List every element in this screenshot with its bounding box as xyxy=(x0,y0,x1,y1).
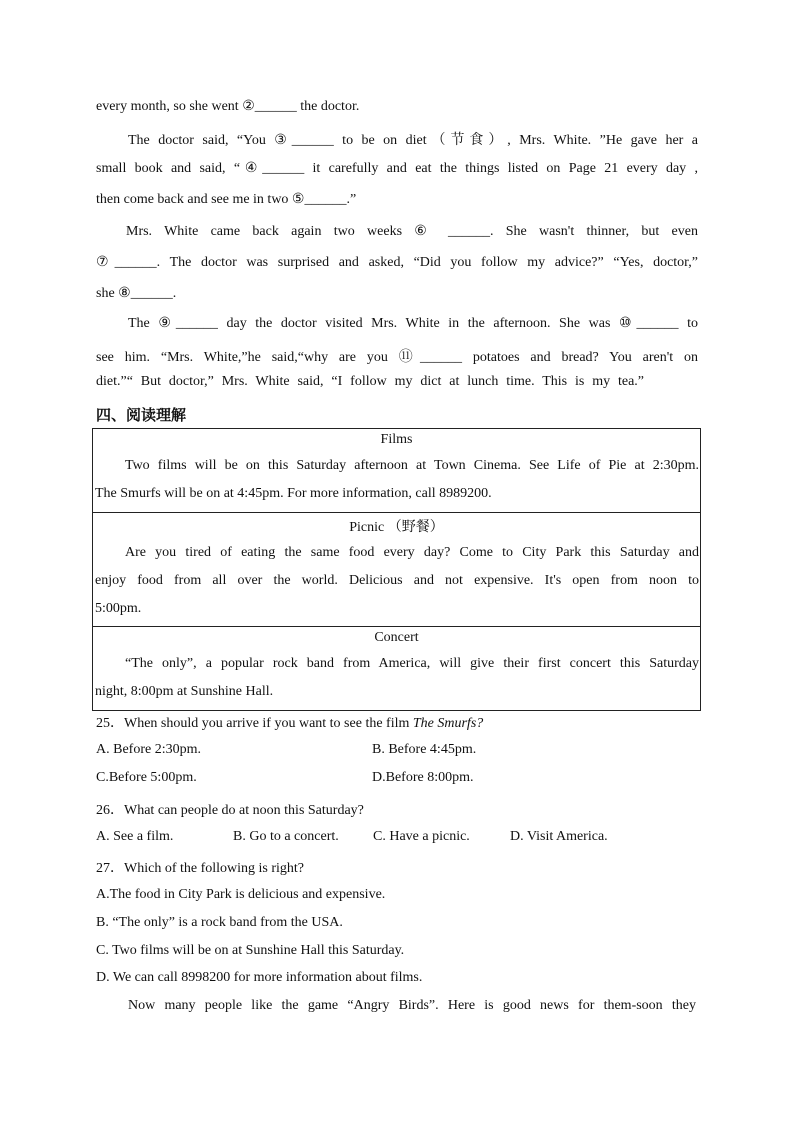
question-25-film-title: The Smurfs? xyxy=(412,716,484,731)
picnic-title: Picnic （野餐） xyxy=(349,520,444,535)
picnic-line-3: 5:00pm. xyxy=(95,601,142,616)
concert-box xyxy=(92,626,701,711)
cloze-line-4: then come back and see me in two ⑤______.” xyxy=(96,192,357,207)
cloze-line-5: Mrs. White came back again two weeks ⑥ ______. She wasn't thinner, but even xyxy=(126,224,698,239)
question-25-stem xyxy=(96,712,483,732)
concert-title: Concert xyxy=(374,630,419,645)
cloze-line-10: diet.”“ But doctor,” Mrs. White said, “I follow my dict at lunch time. This is my tea.” xyxy=(96,374,644,389)
q26-option-b: B. Go to a concert. xyxy=(233,829,339,844)
section-heading: 四、阅读理解 xyxy=(96,406,187,424)
q27-option-a: A.The food in City Park is delicious and expensive. xyxy=(96,887,386,902)
picnic-line-1: Are you tired of eating the same food every day? Come to City Park this Saturday and xyxy=(125,545,699,560)
next-passage-line-1: Now many people like the game “Angry Birds”. Here is good news for them-soon they xyxy=(128,998,696,1013)
cloze-line-7: she ⑧______. xyxy=(96,286,177,301)
picnic-box xyxy=(92,512,701,627)
question-27-stem: 27．Which of the following is right? xyxy=(96,861,305,876)
q26-option-d: D. Visit America. xyxy=(510,829,608,844)
films-title: Films xyxy=(380,432,413,447)
cloze-line-8: The ⑨______ day the doctor visited Mrs. White in the afternoon. She was ⑩______ to xyxy=(128,316,698,331)
q25-option-a: A. Before 2:30pm. xyxy=(96,742,201,757)
q25-option-c: C.Before 5:00pm. xyxy=(96,770,197,785)
concert-line-2: night, 8:00pm at Sunshine Hall. xyxy=(95,684,274,699)
cloze-line-9: see him. “Mrs. White,”he said,“why are you ⑪______ potatoes and bread? You aren't on xyxy=(96,350,698,365)
concert-line-1: “The only”, a popular rock band from America, will give their first concert this Saturday xyxy=(125,656,699,671)
q27-option-d: D. We can call 8998200 for more information about films. xyxy=(96,970,423,985)
cloze-line-2: The doctor said, “You ③______ to be on diet（节食）, Mrs. White. ”He gave her a xyxy=(128,133,698,148)
question-25-text: 25．When should you arrive if you want to see the film xyxy=(96,716,410,731)
films-box xyxy=(92,428,701,513)
cloze-line-1: every month, so she went ②______ the doctor. xyxy=(96,99,360,114)
q27-option-b: B. “The only” is a rock band from the USA. xyxy=(96,915,343,930)
q26-option-c: C. Have a picnic. xyxy=(373,829,470,844)
films-line-2: The Smurfs will be on at 4:45pm. For more information, call 8989200. xyxy=(95,486,492,501)
q25-option-d: D.Before 8:00pm. xyxy=(372,770,474,785)
films-line-1: Two films will be on this Saturday afternoon at Town Cinema. See Life of Pie at 2:30pm. xyxy=(125,458,699,473)
picnic-line-2: enjoy food from all over the world. Delicious and not expensive. It's open from noon to xyxy=(95,573,699,588)
cloze-line-3: small book and said, “④______ it carefully and eat the things listed on Page 21 every day , xyxy=(96,161,698,176)
q25-option-b: B. Before 4:45pm. xyxy=(372,742,477,757)
q27-option-c: C. Two films will be on at Sunshine Hall this Saturday. xyxy=(96,943,405,958)
question-26-stem: 26．What can people do at noon this Saturday? xyxy=(96,803,364,818)
cloze-line-6: ⑦______. The doctor was surprised and asked, “Did you follow my advice?” “Yes, doctor,” xyxy=(96,255,698,270)
q26-option-a: A. See a film. xyxy=(96,829,174,844)
